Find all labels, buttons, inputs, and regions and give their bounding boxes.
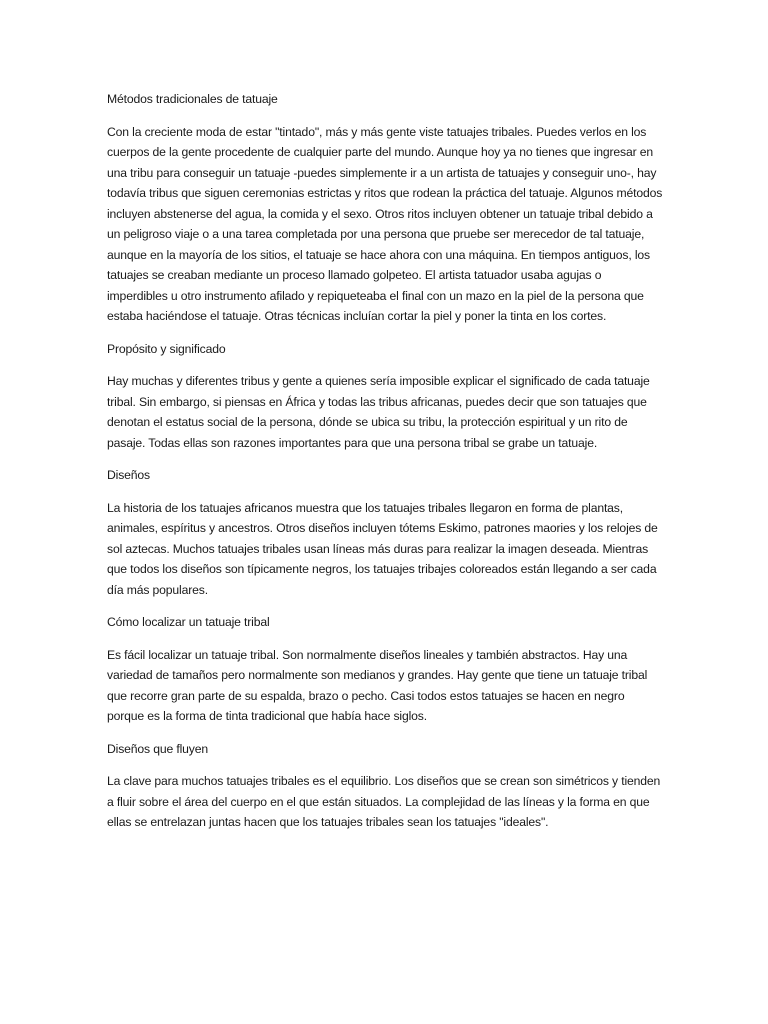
section-heading: Diseños: [107, 468, 150, 482]
section-heading: Diseños que fluyen: [107, 741, 208, 756]
section-body: Es fácil localizar un tatuaje tribal. Son normalmente diseños lineales y también abstractos. Hay una variedad de tamaños pero normalmente son medianos y grandes. Hay gente que tiene un tatuaje tribal que recorre gran parte de su espalda, brazo o pecho. Casi todos estos tatuajes se hacen en negro porque es la forma de tinta tradicional que había hace siglos.: [107, 647, 648, 723]
section-body: La historia de los tatuajes africanos muestra que los tatuajes tribales llegaron en forma de plantas, animales, espíritus y ancestros. Otros diseños incluyen tótems Eskimo, patrones maories y los relojes de sol aztecas. Muchos tatuajes tribales usan líneas más duras para realizar la imagen deseada. Mientras que todos los diseños son típicamente negros, los tatuajes tribajes coloreados están llegando a ser cada día más populares.: [107, 500, 658, 597]
section-body: La clave para muchos tatuajes tribales es el equilibrio. Los diseños que se crean son simétricos y tienden a fluir sobre el área del cuerpo en el que están situados. La complejidad de las líneas y la forma en que ellas se entrelazan juntas hacen que los tatuajes tribales sean los tatuajes "ideales".: [107, 774, 661, 829]
section-fluyen: [107, 739, 663, 833]
section-proposito: [107, 339, 663, 454]
document-content: [107, 89, 663, 845]
section-body: Con la creciente moda de estar "tintado", más y más gente viste tatuajes tribales. Puedes verlos en los cuerpos de la gente procedente de cualquier parte del mundo. Aunque hoy ya no tienes que ingresar en una tribu para conseguir un tatuaje -puedes simplemente ir a un artista de tatuajes y conseguir uno-, hay todavía tribus que siguen ceremonias estrictas y ritos que rodean la práctica del tatuaje. Algunos métodos incluyen abstenerse del agua, la comida y el sexo. Otros ritos incluyen obtener un tatuaje tribal debido a un peligroso viaje o a una tarea completada por una persona que pruebe ser merecedor de tal tatuaje, aunque en la mayoría de los sitios, el tatuaje se hace ahora con una máquina. En tiempos antiguos, los tatuajes se creaban mediante un proceso llamado golpeteo. El artista tatuador usaba agujas o imperdibles u otro instrumento afilado y repiqueteaba el final con un mazo en la piel de la persona que estaba haciéndose el tatuaje. Otras técnicas incluían cortar la piel y poner la tinta en los cortes.: [107, 124, 663, 323]
section-metodos: [107, 89, 663, 327]
section-disenos: [107, 465, 663, 600]
section-heading: Cómo localizar un tatuaje tribal: [107, 615, 270, 629]
section-localizar: [107, 612, 663, 727]
section-body: Hay muchas y diferentes tribus y gente a quienes sería imposible explicar el significado de cada tatuaje tribal. Sin embargo, si piensas en África y todas las tribus africanas, puedes decir que son tatuajes que denotan el estatus social de la persona, dónde se ubica su tribu, la protección espiritual y un rito de pasaje. Todas ellas son razones importantes para que una persona tribal se grabe un tatuaje.: [107, 374, 650, 450]
section-heading: Propósito y significado: [107, 341, 226, 356]
section-heading: Métodos tradicionales de tatuaje: [107, 92, 278, 106]
